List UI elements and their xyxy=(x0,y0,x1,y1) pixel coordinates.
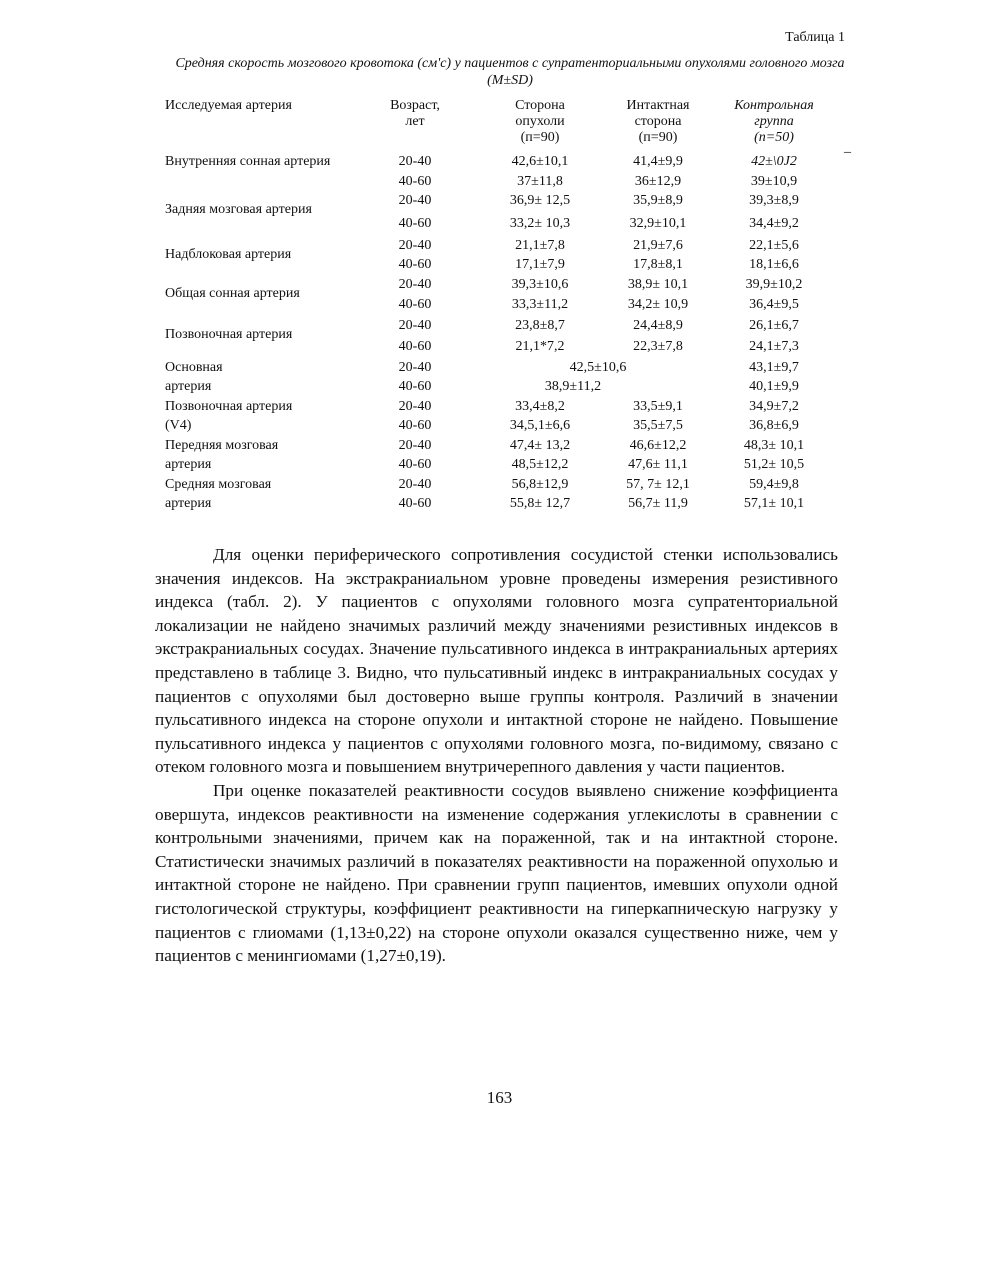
age-cell: 20-40 xyxy=(398,476,432,492)
control-cell: 39,3±8,9 xyxy=(749,193,799,208)
control-cell: 39,9±10,2 xyxy=(745,276,803,292)
table-row xyxy=(163,172,843,192)
page-number: 163 xyxy=(486,1088,513,1107)
control-cell: 57,1± 10,1 xyxy=(743,496,805,511)
table-row xyxy=(163,397,843,417)
table-row xyxy=(163,152,843,172)
intact-side-cell: 17,8±8,1 xyxy=(633,257,683,272)
table-row-group xyxy=(163,152,843,191)
control-cell: 26,1±6,7 xyxy=(749,318,799,333)
table-row-group xyxy=(163,275,843,317)
intact-side-cell: 35,9±8,9 xyxy=(633,193,683,208)
age-cell: 20-40 xyxy=(398,318,432,333)
table-row xyxy=(163,255,843,275)
table-row xyxy=(163,436,843,456)
age-cell: 40-60 xyxy=(398,418,432,433)
intact-side-cell: 56,7± 11,9 xyxy=(628,496,688,511)
control-cell: 34,9±7,2 xyxy=(749,398,799,414)
tumor-side-cell: 23,8±8,7 xyxy=(515,318,565,333)
tumor-side-cell: 21,1*7,2 xyxy=(515,338,565,354)
intact-side-cell: 46,6±12,2 xyxy=(629,437,687,453)
tumor-side-cell: 33,2± 10,3 xyxy=(509,215,571,231)
intact-side-cell: 32,9±10,1 xyxy=(629,215,687,231)
artery-name-line1: Позвоночная артерия xyxy=(165,398,293,414)
tumor-side-cell: 21,1±7,8 xyxy=(515,237,565,253)
artery-name: Общая сонная артерия xyxy=(165,285,300,301)
table-number-label: Таблица 1 xyxy=(785,30,845,45)
table-row-group xyxy=(163,436,843,475)
tumor-side-cell: 42,6±10,1 xyxy=(511,154,569,169)
artery-name: Надблоковая артерия xyxy=(165,246,292,262)
merged-side-cell: 38,9±11,2 xyxy=(544,379,602,394)
age-cell: 40-60 xyxy=(398,338,432,354)
age-cell: 40-60 xyxy=(398,215,432,231)
control-cell: 42±\0J2 xyxy=(751,154,797,169)
control-cell: 36,4±9,5 xyxy=(749,297,799,312)
control-cell: 39±10,9 xyxy=(750,173,798,189)
age-cell: 20-40 xyxy=(398,276,432,292)
table-row xyxy=(163,377,843,397)
age-cell: 20-40 xyxy=(398,359,432,375)
header-intact-line1: Интактная xyxy=(626,98,690,113)
table-header xyxy=(163,98,851,155)
age-cell: 40-60 xyxy=(398,457,432,472)
age-cell: 40-60 xyxy=(398,173,432,189)
header-intact-line3: (п=90) xyxy=(638,130,678,145)
age-cell: 20-40 xyxy=(398,237,432,253)
intact-side-cell: 34,2± 10,9 xyxy=(627,297,689,312)
artery-name: Позвоночная артерия xyxy=(165,327,293,342)
header-control-line1: Контрольная xyxy=(734,98,814,113)
age-cell: 20-40 xyxy=(398,193,432,208)
merged-side-cell: 42,5±10,6 xyxy=(569,359,627,375)
tumor-side-cell: 33,3±11,2 xyxy=(511,297,569,312)
header-tumor-line2: опухоли xyxy=(515,114,565,129)
header-tumor-side xyxy=(490,98,590,146)
header-age xyxy=(375,98,455,130)
stray-dash: _ xyxy=(844,140,851,155)
tumor-side-cell: 37±11,8 xyxy=(517,173,563,189)
intact-side-cell: 57, 7± 12,1 xyxy=(626,476,690,492)
control-cell: 24,1±7,3 xyxy=(749,338,799,354)
control-cell: 48,3± 10,1 xyxy=(743,437,805,453)
table-row-group xyxy=(163,191,843,236)
table-row xyxy=(163,191,843,211)
table-row xyxy=(163,294,843,316)
header-artery: Исследуемая артерия xyxy=(165,98,292,113)
intact-side-cell: 22,3±7,8 xyxy=(633,338,683,354)
control-cell: 43,1±9,7 xyxy=(749,359,799,375)
tumor-side-cell: 48,5±12,2 xyxy=(511,457,569,472)
table-row xyxy=(163,236,843,256)
table-row-group xyxy=(163,358,843,397)
table-row-group xyxy=(163,475,843,514)
header-tumor-line1: Сторона xyxy=(515,98,565,113)
header-tumor-line3: (п=90) xyxy=(520,130,560,145)
table-row xyxy=(163,494,843,514)
control-cell: 34,4±9,2 xyxy=(749,215,799,231)
control-cell: 18,1±6,6 xyxy=(749,257,799,272)
intact-side-cell: 21,9±7,6 xyxy=(633,237,683,253)
artery-name-line1: Средняя мозговая xyxy=(165,476,272,492)
artery-name-line2: артерия xyxy=(165,496,212,511)
header-intact-side xyxy=(608,98,708,146)
intact-side-cell: 47,6± 11,1 xyxy=(628,457,688,472)
table-row-group xyxy=(163,236,843,275)
header-control-line2: группа xyxy=(754,114,794,129)
header-age-line2: лет xyxy=(405,114,425,129)
paragraph: При оценке показателей реактивности сосудов выявлено снижение коэффициента овершута, индексов реактивности на изменение содержания углекислоты в сравнении с контрольными значениями, причем как на пораженной, так и на интактной стороне. Статистически значимых различий в показателях реактивности на пораженной опухолью и интактной стороне не найдено. При сравнении групп пациентов, имевших опухоли одной гистологической структуры, коэффициент реактивности на гиперкапническую нагрузку у пациентов с глиомами (1,13±0,22) на стороне опухоли оказался существенно ниже, чем у пациентов с менингиомами (1,27±0,19). xyxy=(155,780,838,966)
age-cell: 40-60 xyxy=(398,297,432,312)
control-cell: 59,4±9,8 xyxy=(749,476,799,492)
control-cell: 36,8±6,9 xyxy=(749,418,799,433)
table-row-group xyxy=(163,316,843,358)
intact-side-cell: 35,5±7,5 xyxy=(633,418,683,433)
tumor-side-cell: 17,1±7,9 xyxy=(515,257,565,272)
age-cell: 40-60 xyxy=(398,496,432,511)
paragraph: Для оценки периферического сопротивления сосудистой стенки использовались значения индексов. На экстракраниальном уровне проведены измерения резистивного индекса (табл. 2). У пациентов с опухолями головного мозга супратенториальной локализации не найдено значимых различий между значениями резистивных индексов в экстракраниальных сосудах. Значение пульсативного индекса в интракраниальных артериях представлено в таблице 3. Видно, что пульсативный индекс в интракраниальных сосудах у пациентов с опухолями был достоверно выше группы контроля. Различий в значении пульсативного индекса на стороне опухоли и интактной стороне не найдено. Повышение пульсативного индекса у пациентов с опухолями головного мозга, по-видимому, связано с отеком головного мозга и повышением внутричерепного давления у части пациентов. xyxy=(155,545,838,777)
table-row xyxy=(163,336,843,358)
blood-flow-table xyxy=(163,98,851,514)
intact-side-cell: 24,4±8,9 xyxy=(633,318,683,333)
artery-name-line1: Передняя мозговая xyxy=(165,437,279,453)
tumor-side-cell: 55,8± 12,7 xyxy=(509,496,571,511)
age-cell: 20-40 xyxy=(398,154,432,169)
artery-name-line1: Основная xyxy=(165,359,223,375)
artery-name-line2: артерия xyxy=(165,457,212,472)
control-cell: 51,2± 10,5 xyxy=(743,457,805,472)
tumor-side-cell: 39,3±10,6 xyxy=(511,276,569,292)
header-control-group xyxy=(719,98,829,146)
header-intact-line2: сторона xyxy=(634,114,682,129)
tumor-side-cell: 33,4±8,2 xyxy=(515,398,565,414)
table-row-group xyxy=(163,397,843,436)
header-control-line3: (n=50) xyxy=(754,130,794,145)
intact-side-cell: 41,4±9,9 xyxy=(633,154,683,169)
intact-side-cell: 33,5±9,1 xyxy=(633,398,683,414)
table-row xyxy=(163,455,843,475)
control-cell: 40,1±9,9 xyxy=(749,379,799,394)
tumor-side-cell: 36,9± 12,5 xyxy=(509,193,571,208)
tumor-side-cell: 47,4± 13,2 xyxy=(509,437,571,453)
table-row xyxy=(163,358,843,378)
age-cell: 20-40 xyxy=(398,437,432,453)
table-row xyxy=(163,475,843,495)
header-age-line1: Возраст, xyxy=(390,98,440,113)
table-row xyxy=(163,211,843,236)
table-row xyxy=(163,275,843,295)
table-row xyxy=(163,316,843,336)
artery-name: Внутренняя сонная артерия xyxy=(165,154,331,169)
artery-name: Задняя мозговая артерия xyxy=(165,202,312,217)
table-caption: Средняя скорость мозгового кровотока (см'с) у пациентов с супратенториальными опухолями головного мозга (M±SD) xyxy=(175,56,845,88)
age-cell: 40-60 xyxy=(398,257,432,272)
table-row xyxy=(163,416,843,436)
control-cell: 22,1±5,6 xyxy=(749,237,799,253)
artery-name-line2: (V4) xyxy=(165,418,192,433)
age-cell: 40-60 xyxy=(398,379,432,394)
artery-name-line2: артерия xyxy=(165,379,212,394)
age-cell: 20-40 xyxy=(398,398,432,414)
tumor-side-cell: 56,8±12,9 xyxy=(511,476,569,492)
body-text xyxy=(155,543,838,968)
intact-side-cell: 36±12,9 xyxy=(634,173,682,189)
tumor-side-cell: 34,5,1±6,6 xyxy=(509,418,571,433)
intact-side-cell: 38,9± 10,1 xyxy=(627,276,689,292)
